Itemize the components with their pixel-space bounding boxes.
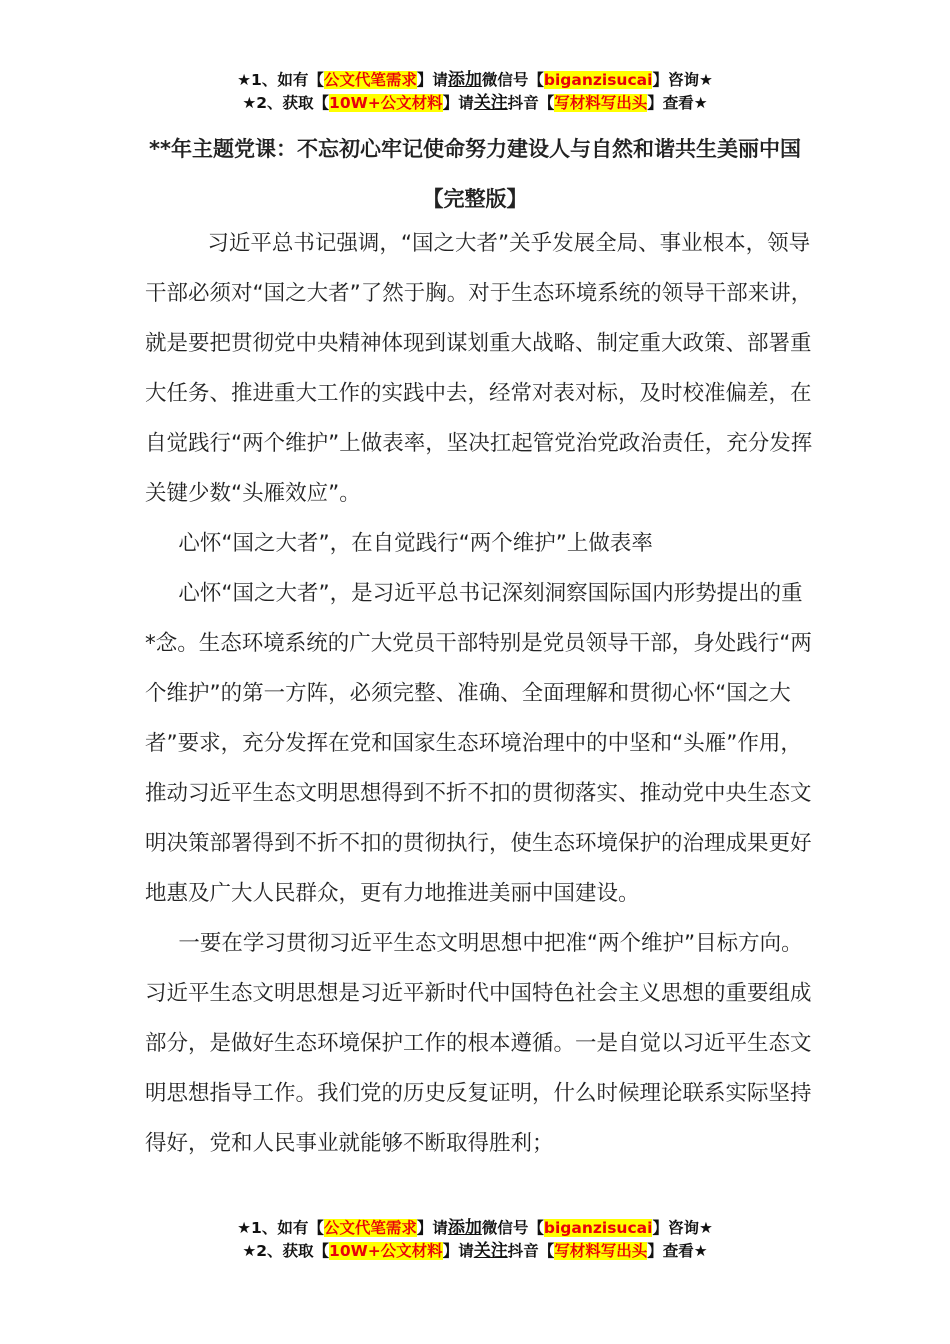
bottom-promo-banner bbox=[0, 1217, 950, 1263]
promo-highlight: 公文代笔需求 bbox=[323, 71, 417, 89]
document-title: **年主题党课：不忘初心牢记使命努力建设人与自然和谐共生美丽中国【完整版】 bbox=[149, 137, 801, 211]
paragraph: 一要在学习贯彻习近平生态文明思想中把准“两个维护”目标方向。习近平生态文明思想是习近平新时代中国特色社会主义思想的重要组成部分，是做好生态环境保护工作的根本遵循。一是自觉以习近平生态文明思想指导工作。我们党的历史反复证明，什么时候理论联系实际坚持得好，党和人民事业就能够不断取得胜利； bbox=[145, 931, 812, 1156]
promo-highlight: 写材料写出头 bbox=[554, 1242, 648, 1260]
promo-text: 】请 bbox=[416, 1219, 448, 1237]
promo-emphasis: 添加 bbox=[447, 70, 482, 90]
promo-highlight: 写材料写出头 bbox=[554, 94, 648, 112]
promo-line-1 bbox=[0, 69, 950, 92]
promo-text: 】查看★ bbox=[647, 1242, 708, 1260]
promo-text: ★1、如有【 bbox=[237, 71, 324, 89]
promo-text: 抖音【 bbox=[507, 1242, 555, 1260]
promo-line-2 bbox=[0, 1240, 950, 1263]
paragraph: 心怀“国之大者”，是习近平总书记深刻洞察国际国内形势提出的重*念。生态环境系统的广大党员干部特别是党员领导干部，身处践行“两个维护”的第一方阵，必须完整、准确、全面理解和贯彻心怀“国之大者”要求，充分发挥在党和国家生态环境治理中的中坚和“头雁”作用，推动习近平生态文明思想得到不折不扣的贯彻落实、推动党中央生态文明决策部署得到不折不扣的贯彻执行，使生态环境保护的治理成果更好地惠及广大人民群众，更有力地推进美丽中国建设。 bbox=[145, 581, 812, 906]
promo-text: 微信号【 bbox=[481, 1219, 544, 1237]
promo-highlight: biganzisucai bbox=[543, 1219, 653, 1237]
top-promo-banner bbox=[0, 69, 950, 115]
promo-text: 】咨询★ bbox=[652, 71, 713, 89]
promo-text: 】请 bbox=[416, 71, 448, 89]
promo-text: 】请 bbox=[442, 1242, 474, 1260]
promo-text: ★2、获取【 bbox=[242, 94, 330, 112]
document-body bbox=[145, 219, 813, 1169]
promo-line-2 bbox=[0, 92, 950, 115]
promo-text: 】咨询★ bbox=[652, 1219, 713, 1237]
promo-text: 】请 bbox=[442, 94, 474, 112]
promo-emphasis: 关注 bbox=[473, 93, 508, 113]
promo-text: ★1、如有【 bbox=[237, 1219, 324, 1237]
promo-highlight: biganzisucai bbox=[543, 71, 653, 89]
promo-text: 】查看★ bbox=[647, 94, 708, 112]
paragraph: 习近平总书记强调，“国之大者”关乎发展全局、事业根本，领导干部必须对“国之大者”了然于胸。对于生态环境系统的领导干部来讲，就是要把贯彻党中央精神体现到谋划重大战略、制定重大政策、部署重大任务、推进重大工作的实践中去，经常对表对标，及时校准偏差，在自觉践行“两个维护”上做表率，坚决扛起管党治党政治责任，充分发挥关键少数“头雁效应”。 bbox=[145, 231, 813, 506]
promo-text: 抖音【 bbox=[507, 94, 555, 112]
promo-highlight: 10W+公文材料 bbox=[329, 94, 443, 112]
promo-highlight: 10W+公文材料 bbox=[329, 1242, 443, 1260]
promo-text: ★2、获取【 bbox=[242, 1242, 330, 1260]
section-heading: 心怀“国之大者”，在自觉践行“两个维护”上做表率 bbox=[178, 531, 653, 556]
promo-emphasis: 关注 bbox=[473, 1241, 508, 1261]
promo-highlight: 公文代笔需求 bbox=[323, 1219, 417, 1237]
promo-emphasis: 添加 bbox=[447, 1218, 482, 1238]
promo-text: 微信号【 bbox=[481, 71, 544, 89]
promo-line-1 bbox=[0, 1217, 950, 1240]
